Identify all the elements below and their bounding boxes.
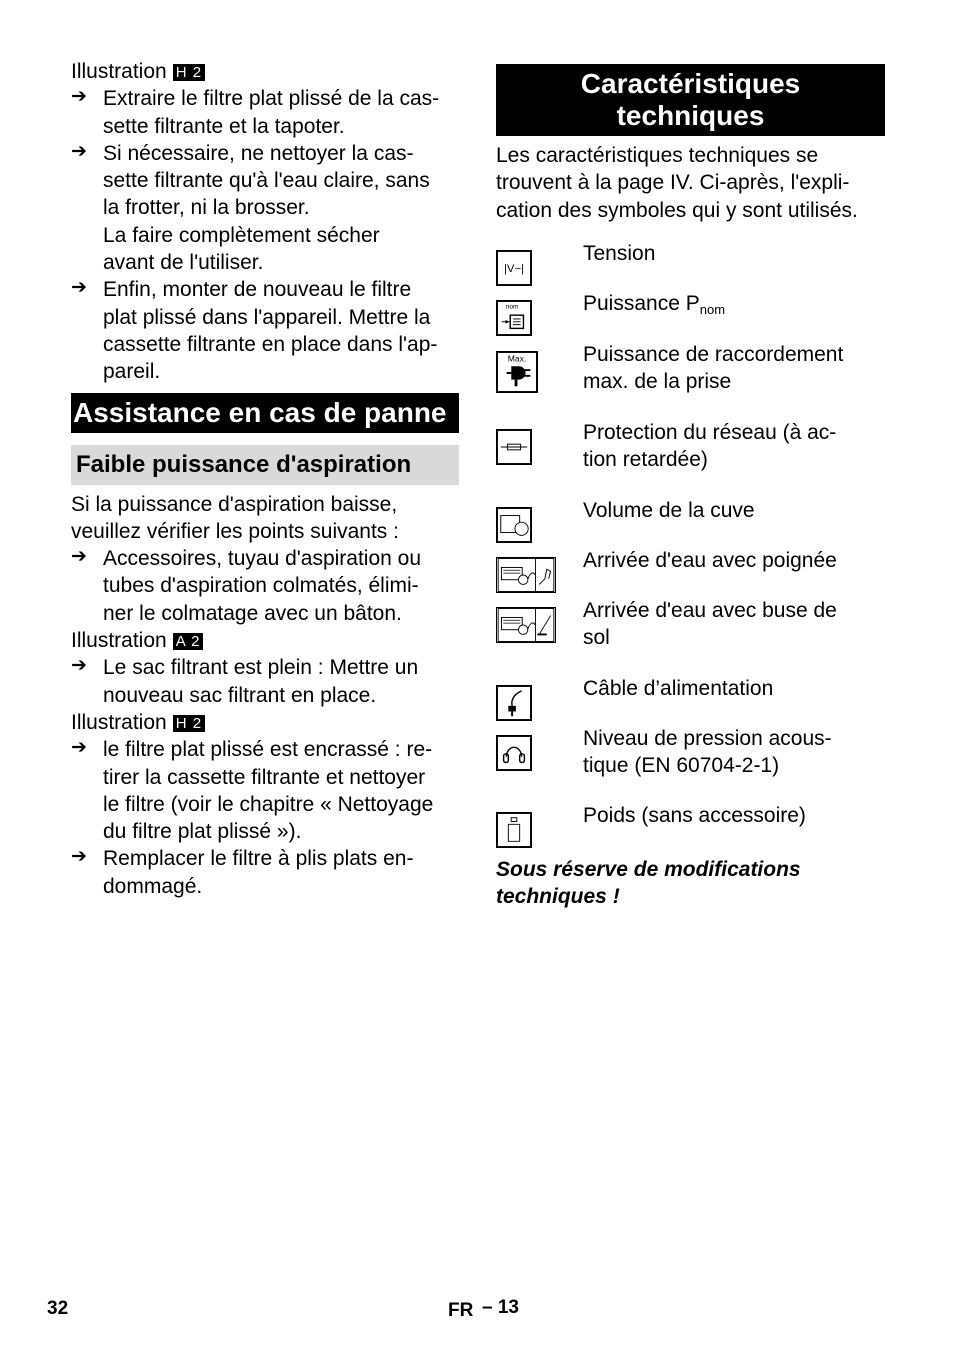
arrow-icon: ➔ — [71, 140, 87, 162]
max-plug-icon — [496, 351, 538, 393]
arrow-icon: ➔ — [71, 86, 87, 108]
section-heading: Assistance en cas de panne — [71, 393, 459, 433]
arrow-icon: ➔ — [71, 846, 87, 868]
symbol-row: Volume de la cuve — [496, 497, 843, 547]
subsection-heading: Faible puissance d'aspiration — [71, 445, 459, 485]
arrow-icon: ➔ — [71, 655, 87, 677]
illustration-ref: Illustration H 2 — [71, 58, 459, 85]
disclaimer-note: Sous réserve de modifications techniques ! — [496, 857, 801, 909]
symbol-row: Arrivée d'eau avec buse de sol — [496, 597, 843, 675]
arrow-icon: ➔ — [71, 737, 87, 759]
arrow-icon: ➔ — [71, 546, 87, 568]
figure-tag: A 2 — [173, 633, 204, 650]
svg-text:Max.: Max. — [507, 353, 527, 364]
svg-text:|V~|: |V~| — [503, 262, 525, 275]
power-cable-icon — [496, 685, 532, 721]
paragraph: Si la puissance d'aspiration baisse, — [71, 492, 398, 516]
instruction-step: ➔ Accessoires, tuyau d'aspiration ou tubes d'aspiration colmatés, élimi- ner le colmatage avec un bâton. — [71, 546, 422, 625]
symbol-row: Protection du réseau (à ac- tion retardée) — [496, 419, 843, 497]
voltage-icon — [496, 250, 532, 286]
symbol-row: Niveau de pression acous- tique (EN 60704-2-1) — [496, 725, 843, 802]
right-column — [496, 58, 885, 910]
instruction-step: ➔ Remplacer le filtre à plis plats en- dommagé. — [71, 846, 414, 898]
symbol-row: nom Puissance $P_{nom}$ — [496, 290, 843, 341]
symbol-row: Arrivée d'eau avec poignée — [496, 547, 843, 597]
instruction-step: ➔ Si nécessaire, ne nettoyer la cas- sette filtrante qu'à l'eau claire, sans la frotter, ni la brosser. La faire complètement sécher avant de l'utiliser. — [71, 140, 430, 275]
symbol-row: Poids (sans accessoire) — [496, 802, 843, 848]
figure-tag: H 2 — [173, 64, 205, 81]
water-nozzle-icon — [496, 607, 556, 643]
left-column — [71, 58, 459, 900]
section-page: – 13 — [482, 1297, 519, 1318]
water-handle-icon — [496, 557, 556, 593]
symbol-row: Max. Puissance de raccordement max. de la prise — [496, 341, 843, 419]
symbol-row: |V~| Tension — [496, 240, 843, 290]
language-code: FR — [448, 1300, 474, 1321]
figure-tag: H 2 — [173, 715, 205, 732]
tank-icon — [496, 507, 532, 543]
illustration-ref: Illustration A 2 — [71, 627, 459, 654]
symbol-row: Câble d’alimentation — [496, 675, 843, 725]
paragraph: Les caractéristiques techniques se trouvent à la page IV. Ci-après, l'expli- cation des symboles qui y sont utilisés. — [496, 144, 858, 222]
page-number: 32 — [47, 1298, 69, 1319]
weight-icon — [496, 812, 532, 848]
arrow-icon: ➔ — [71, 277, 87, 299]
instruction-step: ➔ Enfin, monter de nouveau le filtre plat plissé dans l'appareil. Mettre la cassette filtrante en place dans l'ap- pareil. — [71, 277, 438, 384]
instruction-step: ➔ le filtre plat plissé est encrassé : re- tirer la cassette filtrante et nettoyer le filtre (voir le chapitre « Nettoyage du filtre plat plissé »). — [71, 737, 434, 844]
illustration-ref: Illustration H 2 — [71, 709, 459, 736]
ear-protection-icon — [496, 735, 532, 771]
instruction-step: ➔ Le sac filtrant est plein : Mettre un nouveau sac filtrant en place. — [71, 655, 419, 707]
fuse-icon — [496, 429, 532, 465]
symbols-table — [496, 240, 843, 848]
svg-text:nom: nom — [505, 303, 519, 311]
instruction-step: ➔ Extraire le filtre plat plissé de la cas- sette filtrante et la tapoter. — [71, 86, 440, 138]
section-heading: Caractéristiques techniques — [496, 64, 885, 136]
paragraph: veuillez vérifier les points suivants : — [71, 519, 399, 543]
power-icon — [496, 300, 532, 336]
